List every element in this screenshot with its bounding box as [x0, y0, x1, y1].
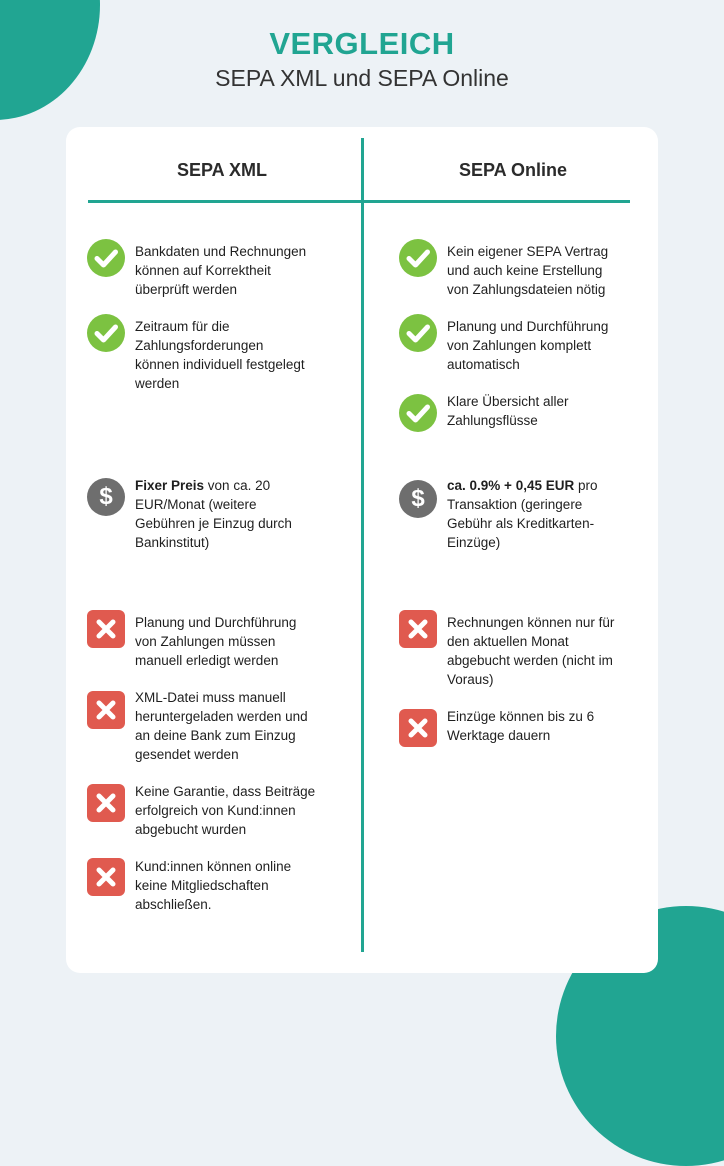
item-text: [135, 476, 375, 552]
price-highlight: Fixer Preis: [135, 478, 205, 493]
list-item-con: [135, 613, 375, 670]
item-text: Rechnungen können nur für den aktuellen Monat abgebucht werden (nicht im Voraus): [447, 615, 615, 687]
header-divider: [88, 200, 630, 203]
cross-icon: [87, 610, 125, 648]
item-text: Planung und Durchführung von Zahlungen müssen manuell erledigt werden: [135, 615, 297, 668]
dollar-icon: $: [87, 478, 125, 516]
check-icon: [399, 394, 437, 432]
check-icon: [87, 314, 125, 352]
dollar-icon: $: [399, 480, 437, 518]
list-item-con: [135, 782, 375, 839]
price-plus: +: [500, 478, 516, 493]
cross-icon: [399, 709, 437, 747]
list-item-con: [447, 707, 687, 745]
price-detail: pro Transaktion (geringere Gebühr als Kreditkarten- Einzüge): [447, 478, 598, 550]
column-heading-sepa-online: SEPA Online: [458, 160, 568, 180]
check-icon: [399, 239, 437, 277]
check-icon: [399, 314, 437, 352]
item-text: Zeitraum für die Zahlungsforderungen können individuell festgelegt werden: [135, 319, 305, 391]
item-text: Kund:innen können online keine Mitgliedschaften abschließen.: [135, 859, 292, 912]
list-item-con: [135, 688, 375, 764]
cross-icon: [399, 610, 437, 648]
item-text: [447, 476, 687, 552]
list-item-pro: [447, 242, 687, 299]
item-text: Klare Übersicht aller Zahlungsflüsse: [447, 394, 569, 428]
item-text: Keine Garantie, dass Beiträge erfolgreich von Kund:innen abgebucht wurden: [135, 784, 316, 837]
item-text: Kein eigener SEPA Vertrag und auch keine Erstellung von Zahlungsdateien nötig: [447, 244, 609, 297]
cross-icon: [87, 784, 125, 822]
list-item-con: [447, 613, 687, 689]
item-text: Planung und Durchführung von Zahlungen komplett automatisch: [447, 319, 609, 372]
check-icon: [87, 239, 125, 277]
list-item-price: [411, 476, 687, 552]
cross-icon: [87, 691, 125, 729]
list-item-pro: [135, 317, 375, 393]
page-title: VERGLEICH: [269, 26, 455, 61]
column-heading-sepa-xml: SEPA XML: [176, 160, 267, 180]
list-item-con: [135, 857, 375, 914]
page-subtitle: SEPA XML und SEPA Online: [215, 65, 509, 91]
list-item-pro: [447, 317, 687, 374]
list-item-pro: [447, 392, 687, 430]
list-item-price: [99, 476, 375, 552]
price-highlight: 0,45 EUR: [515, 478, 575, 493]
price-detail: von ca. 20 EUR/Monat (weitere Gebühren je Einzug durch Bankinstitut): [135, 478, 292, 550]
list-item-pro: [135, 242, 375, 299]
price-highlight: ca. 0.9%: [447, 478, 501, 493]
item-text: Bankdaten und Rechnungen können auf Korrektheit überprüft werden: [135, 244, 307, 297]
item-text: Einzüge können bis zu 6 Werktage dauern: [447, 709, 595, 743]
item-text: XML-Datei muss manuell heruntergeladen werden und an deine Bank zum Einzug gesendet werden: [135, 690, 308, 762]
cross-icon: [87, 858, 125, 896]
